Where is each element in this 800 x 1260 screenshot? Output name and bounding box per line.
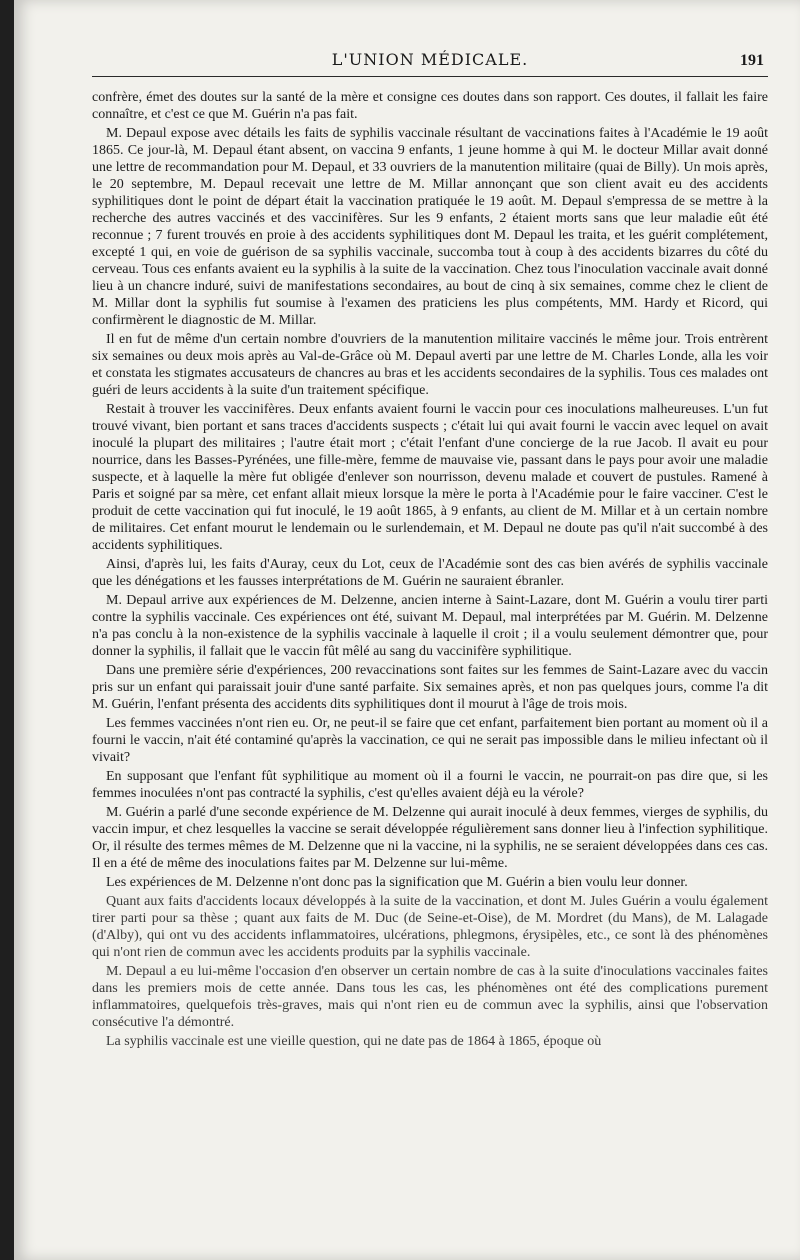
paragraph: Dans une première série d'expériences, 200 revaccinations sont faites sur les femmes de Saint-Lazare avec du vaccin pris sur un enfant qui paraissait jouir d'une santé parfaite. Six semaines après, et non pas quelques jours, comme l'a dit M. Guérin, l'enfant présenta des accidents dits syphilitiques dont il mourut à l'âge de trois mois.	[92, 663, 768, 712]
paragraph: Quant aux faits d'accidents locaux développés à la suite de la vaccination, et dont M. Jules Guérin a voulu également tirer parti pour sa thèse ; quant aux faits de M. Duc (de Seine-et-Oise), de M. Mordret (du Mans), de M. Lalagade (d'Alby), qui ont vu des accidents inflammatoires, ulcérations, phlegmons, érysipèles, etc., ce sont là des phénomènes qui n'ont rien de commun avec les accidents produits par la syphilis vaccinale.	[92, 894, 768, 960]
paragraph: M. Guérin a parlé d'une seconde expérience de M. Delzenne qui aurait inoculé à deux femmes, vierges de syphilis, du vaccin impur, et chez lesquelles la vaccine se serait développée régulièrement sans donner lieu à l'infection syphilitique. Or, il résulte des termes mêmes de M. Delzenne que ni la vaccine, ni la syphilis, ne se seraient développées dans ces cas. Il en a été de même des inoculations faites par M. Delzenne sur lui-même.	[92, 805, 768, 871]
paragraph: En supposant que l'enfant fût syphilitique au moment où il a fourni le vaccin, ne pourrait-on pas dire que, si les femmes inoculées n'ont pas contracté la syphilis, c'est qu'elles avaient déjà eu la vérole?	[92, 769, 768, 801]
paragraph: M. Depaul expose avec détails les faits de syphilis vaccinale résultant de vaccinations faites à l'Académie le 19 août 1865. Ce jour-là, M. Depaul étant absent, on vaccina 9 enfants, 1 jeune homme à qui M. le docteur Millar avait donné une lettre de recommandation pour M. Depaul, et 33 ouvriers de la manutention militaire (quai de Billy). Un mois après, le 20 septembre, M. Depaul recevait une lettre de M. Millar annonçant que son client avait eu des accidents syphilitiques dont le point de départ était la vaccination pratiquée le 19 août. M. Depaul s'empressa de se mettre à la recherche des autres vaccinés et des vaccinifères. Sur les 9 enfants, 2 étaient morts sans que leur maladie eût été reconnue ; 7 furent trouvés en proie à des accidents syphilitiques dont M. Depaul les traita, et les guérit complétement, excepté 1 qui, en voie de guérison de sa syphilis vaccinale, succomba tout à coup à des accidents bizarres du côté du cerveau. Tous ces enfants avaient eu la syphilis à la suite de la vaccination. Chez tous l'inoculation vaccinale avait donné lieu à un chancre induré, suivi de manifestations secondaires, au bout de cinq à six semaines, comme chez le client de M. Millar dont la syphilis fut soumise à l'examen des praticiens les plus compétents, MM. Hardy et Ricord, qui confirmèrent le diagnostic de M. Millar.	[92, 126, 768, 328]
paragraph: M. Depaul arrive aux expériences de M. Delzenne, ancien interne à Saint-Lazare, dont M. Guérin a voulu tirer parti contre la syphilis vaccinale. Ces expériences ont été, suivant M. Depaul, mal interprétées par M. Guérin. M. Delzenne n'a pas conclu à la non-existence de la syphilis vaccinale à laquelle il croit ; il a voulu seulement démontrer que, pour donner la syphilis, il fallait que le vaccin fût mêlé au sang du vaccinifère syphilitique.	[92, 593, 768, 659]
paragraph: Les expériences de M. Delzenne n'ont donc pas la signification que M. Guérin a bien voulu leur donner.	[106, 875, 688, 890]
paragraph: Ainsi, d'après lui, les faits d'Auray, ceux du Lot, ceux de l'Académie sont des cas bien avérés de syphilis vaccinale que les dénégations et les fausses interprétations de M. Guérin ne sauraient ébranler.	[92, 557, 768, 589]
page-number: 191	[740, 52, 764, 69]
paragraph: Les femmes vaccinées n'ont rien eu. Or, ne peut-il se faire que cet enfant, parfaitement bien portant au moment où il a fourni le vaccin, n'ait été contaminé qu'après la vaccination, ce qui ne serait pas impossible dans le milieu infectant où il vivait?	[92, 716, 768, 765]
paragraph: confrère, émet des doutes sur la santé de la mère et consigne ces doutes dans son rapport. Ces doutes, il fallait les faire connaître, et c'est ce que M. Guérin n'a pas fait.	[92, 90, 768, 122]
paragraph: Il en fut de même d'un certain nombre d'ouvriers de la manutention militaire vaccinés le même jour. Trois entrèrent six semaines ou deux mois après au Val-de-Grâce où M. Depaul averti par une lettre de M. Charles Londe, alla les voir et constata les stigmates accusateurs de chancres au bras et les accidents secondaires de la syphilis. Tous ces malades ont guéri de leurs accidents à la suite d'un traitement spécifique.	[92, 332, 768, 398]
body-text	[92, 89, 768, 1052]
page-header	[92, 44, 768, 77]
document-page	[14, 0, 800, 1260]
paragraph: Restait à trouver les vaccinifères. Deux enfants avaient fourni le vaccin pour ces inoculations malheureuses. L'un fut trouvé vivant, bien portant et sans traces d'accidents suspects ; c'était lui qui avait fourni le vaccin avec lequel on avait inoculé la plupart des militaires ; l'autre était mort ; c'était l'enfant d'une concierge de la rue Jacob. Il avait eu pour nourrice, dans les Basses-Pyrénées, une fille-mère, femme de mauvaise vie, passant dans le pays pour avoir une maladie suspecte, et à laquelle la mère fut obligée d'enlever son nourrisson, devenu malade et couvert de pustules. Ramené à Paris et soigné par sa mère, cet enfant allait mieux lorsque la mère le porta à l'Académie pour le faire vacciner. C'est le produit de cette vaccination qui fut inoculé, le 19 août 1865, à 9 enfants, au client de M. Millar et à un certain nombre de militaires. Cet enfant mourut le lendemain ou le surlendemain, et M. Depaul ne doute pas qu'il n'ait succombé à des accidents syphilitiques.	[92, 402, 768, 553]
paragraph: M. Depaul a eu lui-même l'occasion d'en observer un certain nombre de cas à la suite d'inoculations vaccinales faites dans les premiers mois de cette année. Dans tous les cas, les phénomènes ont été des complications purement inflammatoires, quelquefois très-graves, mais qui n'ont rien eu de commun avec la syphilis, ainsi que l'observation consécutive l'a démontré.	[92, 964, 768, 1030]
paragraph: La syphilis vaccinale est une vieille question, qui ne date pas de 1864 à 1865, époque où	[106, 1034, 602, 1049]
running-title: L'UNION MÉDICALE.	[331, 50, 529, 69]
